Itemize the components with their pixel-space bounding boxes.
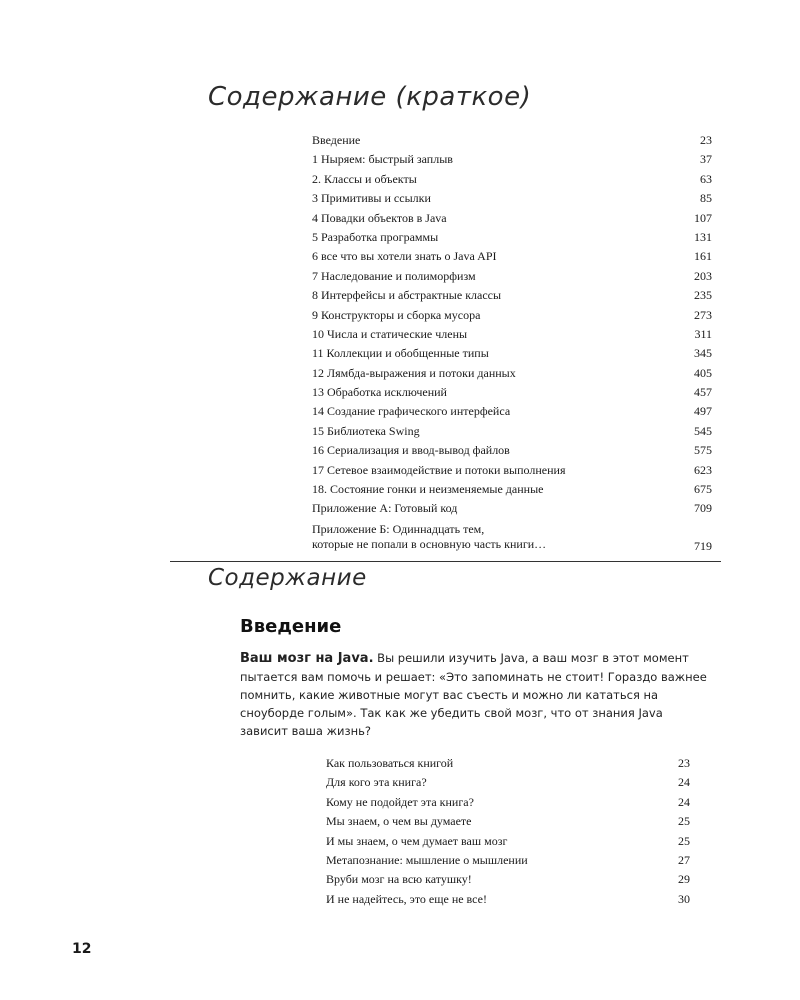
page-number: 12 bbox=[72, 941, 92, 957]
toc-entry-page: 235 bbox=[694, 288, 712, 303]
toc-entry-label: Метапознание: мышление о мышлении bbox=[326, 852, 528, 867]
toc-entry-page: 161 bbox=[694, 249, 712, 264]
toc-entry-label: И мы знаем, о чем думает ваш мозг bbox=[326, 833, 508, 848]
toc-entry-label: 16 Сериализация и ввод-вывод файлов bbox=[312, 443, 510, 458]
toc-entry-label-line1: Приложение Б: Одиннадцать тем, bbox=[312, 521, 485, 536]
toc-entry-page: 405 bbox=[694, 365, 712, 380]
toc-entry-page: 575 bbox=[694, 443, 712, 458]
toc-entry[interactable] bbox=[312, 150, 712, 169]
full-toc-title: Содержание bbox=[208, 565, 367, 591]
toc-entry[interactable] bbox=[312, 344, 712, 363]
toc-entry-label: Введение bbox=[312, 133, 361, 147]
toc-entry[interactable] bbox=[312, 247, 712, 266]
intro-paragraph bbox=[240, 649, 710, 740]
toc-entry[interactable] bbox=[312, 209, 712, 228]
toc-entry-page: 30 bbox=[678, 891, 690, 906]
toc-entry[interactable] bbox=[312, 267, 712, 286]
toc-entry[interactable] bbox=[326, 773, 690, 792]
toc-entry-page: 545 bbox=[694, 423, 712, 438]
toc-entry-label: Кому не подойдет эта книга? bbox=[326, 794, 474, 809]
toc-entry-page: 457 bbox=[694, 385, 712, 400]
toc-entry[interactable] bbox=[312, 189, 712, 208]
toc-entry-label: Приложение А: Готовый код bbox=[312, 501, 458, 516]
toc-entry-appendix-b[interactable] bbox=[312, 519, 712, 554]
toc-entry-page: 23 bbox=[678, 756, 690, 770]
toc-entry-label: 17 Сетевое взаимодействие и потоки выполнения bbox=[312, 462, 566, 477]
intro-text: Вы решили изучить Java, а ваш мозг в этот момент пытается вам помочь и решает: «Это запоминать не стоит! Гораздо важнее помнить, какие животные могут вас съесть и можно ли кататься на сноуборде голым». Так как же убедить свой мозг, что от знания Java зависит ваша жизнь? bbox=[240, 651, 707, 738]
toc-entry-label: 5 Разработка программы bbox=[312, 229, 439, 244]
toc-entry-label: 10 Числа и статические члены bbox=[312, 326, 468, 341]
toc-entry[interactable] bbox=[312, 461, 712, 480]
toc-entry-label: Для кого эта книга? bbox=[326, 775, 427, 790]
toc-entry[interactable] bbox=[326, 851, 690, 870]
toc-entry-page: 273 bbox=[694, 307, 712, 322]
toc-entry-label: 14 Создание графического интерфейса bbox=[312, 404, 511, 419]
toc-entry-page: 345 bbox=[694, 346, 712, 361]
section-heading: Введение bbox=[240, 616, 342, 637]
toc-entry-page: 107 bbox=[694, 210, 712, 225]
toc-entry[interactable] bbox=[312, 325, 712, 344]
toc-entry-label: 2. Классы и объекты bbox=[312, 171, 417, 186]
toc-entry-label: 1 Ныряем: быстрый заплыв bbox=[312, 152, 453, 167]
toc-entry[interactable] bbox=[312, 228, 712, 247]
toc-entry[interactable] bbox=[312, 131, 712, 150]
toc-entry-label: Мы знаем, о чем вы думаете bbox=[326, 814, 472, 829]
toc-entry[interactable] bbox=[312, 170, 712, 189]
toc-entry-page: 25 bbox=[678, 814, 690, 829]
toc-entry-label: 9 Конструкторы и сборка мусора bbox=[312, 307, 481, 322]
toc-entry[interactable] bbox=[312, 402, 712, 421]
toc-entry[interactable] bbox=[312, 441, 712, 460]
intro-toc-list bbox=[326, 754, 690, 909]
toc-entry[interactable] bbox=[326, 870, 690, 889]
toc-entry-label: 3 Примитивы и ссылки bbox=[312, 191, 431, 206]
toc-entry-page: 25 bbox=[678, 833, 690, 848]
toc-entry-page: 203 bbox=[694, 268, 712, 283]
intro-lead: Ваш мозг на Java. bbox=[240, 651, 374, 666]
toc-entry-label: 13 Обработка исключений bbox=[312, 385, 447, 400]
toc-entry-page: 85 bbox=[700, 191, 712, 206]
toc-entry[interactable] bbox=[326, 754, 690, 773]
toc-entry-label: 18. Состояние гонки и неизменяемые данные bbox=[312, 482, 544, 497]
toc-entry[interactable] bbox=[326, 890, 690, 909]
toc-entry-page: 24 bbox=[678, 794, 690, 809]
toc-entry[interactable] bbox=[312, 383, 712, 402]
toc-entry-label-line2: которые не попали в основную часть книги… bbox=[312, 536, 547, 551]
toc-entry[interactable] bbox=[326, 793, 690, 812]
toc-entry-page: 63 bbox=[700, 171, 712, 186]
toc-entry-label: 7 Наследование и полиморфизм bbox=[312, 268, 476, 283]
toc-entry-label: Вруби мозг на всю катушку! bbox=[326, 872, 472, 887]
toc-entry-label: 12 Лямбда-выражения и потоки данных bbox=[312, 365, 516, 380]
toc-entry-page: 29 bbox=[678, 872, 690, 887]
toc-entry[interactable] bbox=[326, 812, 690, 831]
toc-entry-page: 709 bbox=[694, 501, 712, 516]
toc-entry-label: 11 Коллекции и обобщенные типы bbox=[312, 346, 489, 361]
toc-entry-page: 23 bbox=[700, 133, 712, 147]
toc-entry-label: 8 Интерфейсы и абстрактные классы bbox=[312, 288, 502, 303]
toc-entry[interactable] bbox=[312, 480, 712, 499]
toc-entry-label: Как пользоваться книгой bbox=[326, 756, 454, 770]
toc-entry-page: 131 bbox=[694, 229, 712, 244]
toc-entry[interactable] bbox=[312, 286, 712, 305]
section-divider bbox=[170, 561, 721, 562]
toc-entry-page: 623 bbox=[694, 462, 712, 477]
brief-toc-list bbox=[312, 131, 712, 554]
toc-entry-page: 27 bbox=[678, 852, 690, 867]
toc-entry[interactable] bbox=[326, 832, 690, 851]
brief-toc-title: Содержание (краткое) bbox=[208, 82, 532, 112]
toc-entry-label: 4 Повадки объектов в Java bbox=[312, 210, 447, 225]
toc-entry-page: 37 bbox=[700, 152, 712, 167]
toc-entry[interactable] bbox=[312, 364, 712, 383]
toc-entry[interactable] bbox=[312, 499, 712, 518]
toc-entry-label: И не надейтесь, это еще не все! bbox=[326, 891, 487, 906]
toc-entry-page: 311 bbox=[694, 326, 712, 341]
toc-entry-label: 6 все что вы хотели знать о Java API bbox=[312, 249, 497, 264]
toc-entry-label: 15 Библиотека Swing bbox=[312, 423, 420, 438]
toc-entry-page: 497 bbox=[694, 404, 712, 419]
toc-entry[interactable] bbox=[312, 422, 712, 441]
toc-entry[interactable] bbox=[312, 306, 712, 325]
toc-entry-page: 24 bbox=[678, 775, 690, 790]
toc-entry-page: 675 bbox=[694, 482, 712, 497]
toc-entry-page: 719 bbox=[694, 538, 712, 553]
